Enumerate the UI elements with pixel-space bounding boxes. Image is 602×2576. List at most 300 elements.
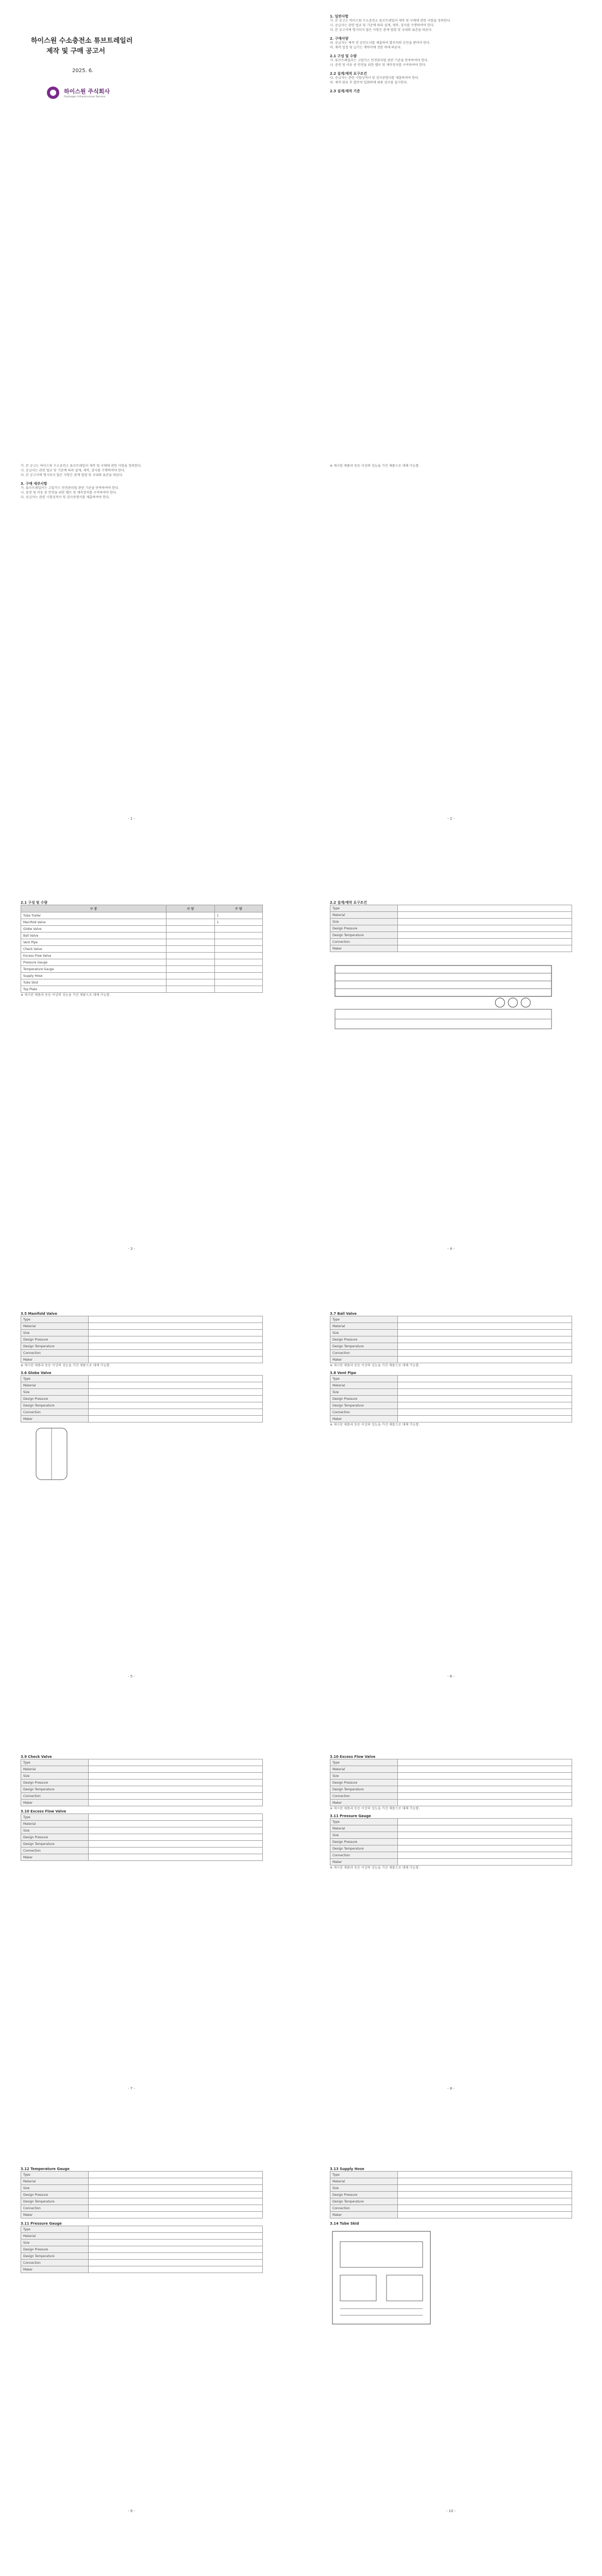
spec-value: [89, 1382, 263, 1389]
table-row: [21, 1376, 263, 1382]
trailer-spec-table: [330, 905, 572, 952]
table-cell: Pressure Gauge: [21, 959, 166, 966]
spec-key: Connection: [330, 1852, 398, 1859]
excess-flow-section: [330, 1752, 572, 1870]
spec-key: Maker: [21, 1800, 89, 1806]
table-row: [330, 2178, 572, 2185]
spec-value: [89, 2266, 263, 2273]
spec-value: [89, 1848, 263, 1854]
section-heading: 3.7 Ball Valve: [330, 1312, 357, 1316]
body-line: 다. 공급자는 관련 시험성적서 및 검사증명서를 제출하여야 한다.: [21, 496, 110, 499]
body-line: 다. 본 공고서에 명시되지 않은 사항은 관계 법령 및 국내외 표준을 따른다.: [21, 473, 123, 477]
spec-key: Material: [330, 1323, 398, 1330]
ball-valve-section: [330, 1309, 572, 1427]
trailer-drawing: [330, 955, 572, 1032]
cover-title-line2: 제작 및 구매 공고서: [46, 47, 106, 55]
spec-key: Size: [330, 1330, 398, 1336]
logo-mark-icon: [46, 86, 60, 99]
spec-key: Design Temperature: [330, 932, 398, 939]
spec-key: Design Pressure: [21, 1396, 89, 1402]
spec-table: [21, 2226, 263, 2273]
section-heading: 2.1 구성 및 수량: [330, 54, 357, 58]
spec-value: [89, 1766, 263, 1773]
table-cell: Manifold Valve: [21, 919, 166, 926]
table-row: [330, 1323, 572, 1330]
page-number: - 10 -: [446, 2509, 456, 2513]
spec-key: Size: [21, 1330, 89, 1336]
spec-key: Design Temperature: [330, 1786, 398, 1793]
spec-value: [398, 1416, 572, 1422]
spec-value: [398, 1376, 572, 1382]
spec-key: Connection: [21, 1409, 89, 1416]
table-cell: Supply Hose: [21, 973, 166, 979]
spec-table: [21, 2171, 263, 2218]
section-heading: 3. 구매 세부사항: [21, 482, 47, 486]
spec-key: Size: [21, 2240, 89, 2246]
spec-key: Material: [21, 2233, 89, 2240]
body-line: 나. 공급자는 관련 법규 및 기준에 따라 설계, 제작, 검사를 수행하여야 한다.: [330, 24, 434, 27]
table-row: [21, 2192, 263, 2198]
table-row: [21, 1793, 263, 1800]
spec-value: [89, 1376, 263, 1382]
spec-key: Design Pressure: [21, 1834, 89, 1841]
table-row: [330, 1766, 572, 1773]
table-cell: Tube Trailer: [21, 912, 166, 919]
spec-value: [89, 1827, 263, 1834]
table-cell: [166, 919, 214, 926]
spec-value: [89, 2178, 263, 2185]
section-heading: 3.6 Globe Valve: [21, 1371, 52, 1375]
table-cell: [166, 946, 214, 953]
table-row: [21, 1343, 263, 1350]
spec-value: [89, 2226, 263, 2233]
table-cell: [214, 926, 262, 933]
spec-key: Material: [21, 1323, 89, 1330]
table-cell: [214, 946, 262, 953]
table-cell: [166, 953, 214, 959]
table-cell: [214, 939, 262, 946]
cover-page: [10, 10, 253, 88]
spec-value: [89, 1323, 263, 1330]
table-row: [21, 1786, 263, 1793]
spec-value: [89, 1389, 263, 1396]
page-number: - 8 -: [447, 2087, 455, 2091]
spec-value: [89, 2172, 263, 2178]
table-row: [21, 1350, 263, 1357]
table-row: [21, 2233, 263, 2240]
table-cell: [214, 979, 262, 986]
body-line: 라. 제작 완료 후 발주처 입회하에 최종 검사를 실시한다.: [330, 81, 408, 84]
body-line: 라. 공급자는 제작 전 승인도서를 제출하여 발주처의 승인을 받아야 한다.: [330, 41, 430, 45]
spec-value: [89, 2198, 263, 2205]
spec-value: [398, 1396, 572, 1402]
spec-key: Type: [330, 1819, 398, 1825]
table-cell: Check Valve: [21, 946, 166, 953]
section-heading: 2.2 설계/제작 요구조건: [330, 901, 367, 905]
table-row: [330, 925, 572, 932]
spec-value: [398, 1852, 572, 1859]
table-row: [21, 1841, 263, 1848]
spec-key: Design Temperature: [21, 2253, 89, 2260]
spec-value: [89, 2260, 263, 2266]
table-row: [21, 1827, 263, 1834]
table-row: [21, 2260, 263, 2266]
spec-key: Connection: [21, 1350, 89, 1357]
table-row: [330, 1389, 572, 1396]
spec-key: Maker: [330, 1416, 398, 1422]
table-cell: Temperature Gauge: [21, 966, 166, 973]
table-row: [330, 2205, 572, 2212]
table-cell: [166, 926, 214, 933]
spec-key: Material: [330, 1382, 398, 1389]
spec-value: [398, 2178, 572, 2185]
table-row: [21, 1800, 263, 1806]
table-cell: [166, 973, 214, 979]
table-header: 수 량: [214, 905, 262, 912]
spec-key: Design Pressure: [21, 2246, 89, 2253]
table-note: ※ 제시된 제품과 동등 이상의 성능을 가진 제품으로 대체 가능함.: [21, 993, 111, 997]
spec-value: [398, 1793, 572, 1800]
spec-key: Maker: [21, 1416, 89, 1422]
page-number: - 7 -: [128, 2087, 135, 2091]
spec-key: Type: [330, 1376, 398, 1382]
spec-key: Size: [21, 2185, 89, 2192]
spec-key: Design Temperature: [21, 1841, 89, 1848]
manifold-valve-section: [21, 1309, 263, 1484]
spec-key: Design Temperature: [330, 1845, 398, 1852]
spec-key: Material: [21, 2178, 89, 2185]
table-note: ※ 제시된 제품과 동등 이상의 성능을 가진 제품으로 대체 가능함.: [21, 1364, 111, 1367]
spec-value: [89, 2212, 263, 2218]
table-row: [330, 1376, 572, 1382]
spec-value: [89, 1759, 263, 1766]
table-row: [21, 1814, 263, 1821]
spec-key: Material: [330, 2178, 398, 2185]
spec-table: [21, 1759, 263, 1806]
table-cell: [214, 986, 262, 993]
spec-value: [89, 1343, 263, 1350]
body-line: 가. 본 공고는 하이스원 수소충전소 튜브트레일러 제작 및 구매에 관한 사항을 정의한다.: [21, 464, 142, 468]
spec-key: Design Pressure: [330, 925, 398, 932]
spec-value: [398, 1350, 572, 1357]
table-cell: [166, 986, 214, 993]
table-row: [330, 1357, 572, 1363]
table-row: [330, 1343, 572, 1350]
spec-key: Material: [21, 1766, 89, 1773]
table-row: [21, 1848, 263, 1854]
table-row: [330, 1859, 572, 1866]
spec-value: [398, 945, 572, 952]
section-heading: 2.3 설계/제작 기준: [330, 89, 360, 93]
spec-key: Maker: [330, 2212, 398, 2218]
table-row: [21, 1402, 263, 1409]
section-heading: 3.11 Pressure Gauge: [330, 1814, 371, 1818]
spec-value: [89, 1336, 263, 1343]
spec-table: [21, 1316, 263, 1363]
page-1-lower-left: [21, 464, 263, 541]
spec-key: Design Pressure: [21, 1780, 89, 1786]
section-heading: 3.5 Manifold Valve: [21, 1312, 57, 1316]
spec-key: Connection: [330, 939, 398, 945]
table-row: [21, 946, 263, 953]
valve-drawing: [21, 1426, 82, 1482]
spec-value: [398, 905, 572, 912]
spec-value: [398, 912, 572, 919]
table-cell: [166, 939, 214, 946]
table-row: [21, 973, 263, 979]
page-number: - 9 -: [128, 2509, 135, 2513]
table-row: [21, 1389, 263, 1396]
spec-value: [89, 1854, 263, 1861]
table-row: [330, 1350, 572, 1357]
body-line: 가. 튜브트레일러는 고압가스 안전관리법 관련 기준을 만족하여야 한다.: [330, 59, 429, 62]
spec-value: [398, 1825, 572, 1832]
spec-value: [89, 1357, 263, 1363]
spec-key: Type: [21, 1376, 89, 1382]
table-row: [21, 2172, 263, 2178]
table-header: 사 양: [166, 905, 214, 912]
table-cell: [214, 953, 262, 959]
table-row: [330, 1382, 572, 1389]
spec-key: Size: [330, 919, 398, 925]
spec-key: Connection: [21, 1793, 89, 1800]
spec-value: [398, 2192, 572, 2198]
spec-key: Maker: [330, 945, 398, 952]
spec-key: Design Temperature: [21, 1343, 89, 1350]
spec-table: [330, 1316, 572, 1363]
table-row: [21, 926, 263, 933]
spec-value: [398, 1766, 572, 1773]
table-row: [21, 979, 263, 986]
table-row: [21, 2253, 263, 2260]
page-number: - 6 -: [447, 1674, 455, 1679]
spec-key: Type: [21, 2226, 89, 2233]
table-row: [330, 912, 572, 919]
spec-value: [89, 1780, 263, 1786]
section-heading: 3.14 Tube Skid: [330, 2222, 359, 2226]
spec-value: [398, 1357, 572, 1363]
table-row: [330, 2185, 572, 2192]
spec-key: Size: [21, 1773, 89, 1780]
table-row: [330, 1316, 572, 1323]
spec-value: [398, 2172, 572, 2178]
table-row: [330, 2212, 572, 2218]
table-row: [21, 959, 263, 966]
table-row: [330, 1396, 572, 1402]
spec-value: [398, 1336, 572, 1343]
spec-value: [398, 1343, 572, 1350]
table-cell: [166, 979, 214, 986]
spec-key: Design Pressure: [21, 2192, 89, 2198]
spec-value: [89, 1800, 263, 1806]
section-heading: 3.13 Supply Hose: [330, 2167, 364, 2171]
table-row: [21, 2198, 263, 2205]
table-cell: Ball Valve: [21, 933, 166, 939]
spec-value: [89, 1814, 263, 1821]
table-row: [330, 939, 572, 945]
table-row: [21, 2185, 263, 2192]
table-cell: 1: [214, 919, 262, 926]
spec-value: [398, 1759, 572, 1766]
spec-key: Size: [330, 1389, 398, 1396]
spec-key: Connection: [330, 1409, 398, 1416]
spec-value: [89, 1793, 263, 1800]
spec-key: Type: [330, 1316, 398, 1323]
spec-key: Material: [21, 1382, 89, 1389]
spec-value: [89, 1834, 263, 1841]
table-cell: [214, 933, 262, 939]
spec-key: Size: [330, 1773, 398, 1780]
table-row: [330, 1793, 572, 1800]
table-cell: Excess Flow Valve: [21, 953, 166, 959]
spec-value: [398, 1832, 572, 1839]
table-row: [330, 1825, 572, 1832]
table-row: [21, 1316, 263, 1323]
table-row: [330, 1409, 572, 1416]
spec-value: [89, 1416, 263, 1422]
section-heading: 2.2 설계/제작 요구조건: [330, 72, 367, 76]
table-row: [21, 1409, 263, 1416]
table-row: [21, 1336, 263, 1343]
table-row: [330, 1786, 572, 1793]
section-heading: 3.8 Vent Pipe: [330, 1371, 357, 1375]
spec-value: [89, 1350, 263, 1357]
table-cell: [166, 912, 214, 919]
table-row: [330, 1780, 572, 1786]
table-row: [21, 1773, 263, 1780]
table-row: [21, 966, 263, 973]
table-row: [330, 1402, 572, 1409]
spec-key: Design Temperature: [21, 2198, 89, 2205]
table-row: [330, 1832, 572, 1839]
spec-value: [89, 1330, 263, 1336]
spec-value: [398, 2198, 572, 2205]
page-1-right: [330, 10, 572, 113]
spec-key: Type: [21, 1316, 89, 1323]
table-row: [21, 1416, 263, 1422]
table-row: [330, 1773, 572, 1780]
right-note-line: ※ 제시된 제품과 동등 이상의 성능을 가진 제품으로 대체 가능함.: [330, 464, 420, 468]
spec-key: Design Pressure: [330, 1839, 398, 1845]
page-number: - 5 -: [128, 1674, 135, 1679]
table-row: [21, 2240, 263, 2246]
spec-key: Connection: [330, 1793, 398, 1800]
body-line: 나. 충전 및 이송 중 안전을 위한 밸브 및 계측장치를 구비하여야 한다.: [21, 491, 117, 495]
company-name-en: Hydrogen Infrastructure Service: [64, 95, 106, 98]
body-line: 마. 제작 일정 및 납기는 계약서에 정한 바에 따른다.: [330, 46, 402, 49]
body-line: 다. 본 공고서에 명시되지 않은 사항은 관계 법령 및 국내외 표준을 따른다.: [330, 28, 432, 32]
page-number: - 2 -: [447, 817, 455, 821]
spec-value: [89, 1409, 263, 1416]
spec-key: Size: [330, 1832, 398, 1839]
spec-value: [398, 2212, 572, 2218]
spec-value: [398, 1323, 572, 1330]
table-row: [330, 945, 572, 952]
spec-value: [398, 1859, 572, 1866]
table-cell: Top Plate: [21, 986, 166, 993]
table-note: ※ 제시된 제품과 동등 이상의 성능을 가진 제품으로 대체 가능함.: [330, 1866, 420, 1870]
spec-value: [89, 1841, 263, 1848]
spec-value: [89, 2233, 263, 2240]
spec-value: [398, 919, 572, 925]
spec-key: Maker: [21, 1357, 89, 1363]
table-note: ※ 제시된 제품과 동등 이상의 성능을 가진 제품으로 대체 가능함.: [330, 1807, 420, 1810]
spec-key: Material: [330, 1766, 398, 1773]
spec-value: [398, 1389, 572, 1396]
table-cell: Vent Pipe: [21, 939, 166, 946]
body-line: 나. 충전 및 이송 중 안전을 위한 밸브 및 계측장치를 구비하여야 한다.: [330, 63, 426, 67]
table-row: [21, 1759, 263, 1766]
page-number: - 4 -: [447, 1247, 455, 1251]
cover-title-line1: 하이스원 수소충전소 튜브트레일러: [31, 37, 133, 45]
table-row: [330, 1852, 572, 1859]
spec-key: Connection: [21, 1848, 89, 1854]
spec-key: Material: [330, 912, 398, 919]
table-row: [21, 1821, 263, 1827]
spec-value: [398, 932, 572, 939]
table-row: [330, 2192, 572, 2198]
spec-key: Connection: [330, 1350, 398, 1357]
section-heading: 3.9 Check Valve: [21, 1755, 52, 1759]
section-heading: 2.1 구성 및 수량: [21, 901, 47, 905]
spec-key: Connection: [21, 2260, 89, 2266]
table-note: ※ 제시된 제품과 동등 이상의 성능을 가진 제품으로 대체 가능함.: [330, 1364, 420, 1367]
table-row: [21, 1357, 263, 1363]
table-row: [21, 953, 263, 959]
spec-key: Maker: [21, 2266, 89, 2273]
spec-key: Material: [330, 1825, 398, 1832]
table-row: [21, 2178, 263, 2185]
spec-table: [330, 1759, 572, 1806]
spec-key: Maker: [330, 1859, 398, 1866]
table-cell: [166, 933, 214, 939]
spec-value: [89, 2246, 263, 2253]
table-cell: Globe Valve: [21, 926, 166, 933]
table-row: [330, 2172, 572, 2178]
spec-value: [89, 1316, 263, 1323]
table-row: [21, 986, 263, 993]
spec-value: [398, 2185, 572, 2192]
spec-key: Design Temperature: [330, 1343, 398, 1350]
spec-value: [398, 1382, 572, 1389]
table-row: [21, 1396, 263, 1402]
table-row: [21, 2226, 263, 2233]
spec-value: [398, 2205, 572, 2212]
spec-value: [89, 1821, 263, 1827]
spec-value: [398, 1409, 572, 1416]
table-row: [330, 1416, 572, 1422]
body-line: 다. 공급자는 관련 시험성적서 및 검사증명서를 제출하여야 한다.: [330, 76, 420, 80]
spec-key: Type: [330, 1759, 398, 1766]
spec-value: [398, 1780, 572, 1786]
spec-value: [89, 2185, 263, 2192]
table-row: [330, 1336, 572, 1343]
table-row: [21, 1323, 263, 1330]
table-row: [330, 1819, 572, 1825]
composition-table: [21, 905, 263, 993]
spec-value: [398, 1845, 572, 1852]
table-row: [21, 939, 263, 946]
spec-value: [398, 1330, 572, 1336]
spec-key: Maker: [21, 2212, 89, 2218]
spec-value: [89, 1786, 263, 1793]
spec-key: Maker: [330, 1800, 398, 1806]
spec-key: Maker: [21, 1854, 89, 1861]
table-row: [330, 932, 572, 939]
spec-value: [89, 1773, 263, 1780]
table-cell: 1: [214, 912, 262, 919]
table-cell: [214, 973, 262, 979]
